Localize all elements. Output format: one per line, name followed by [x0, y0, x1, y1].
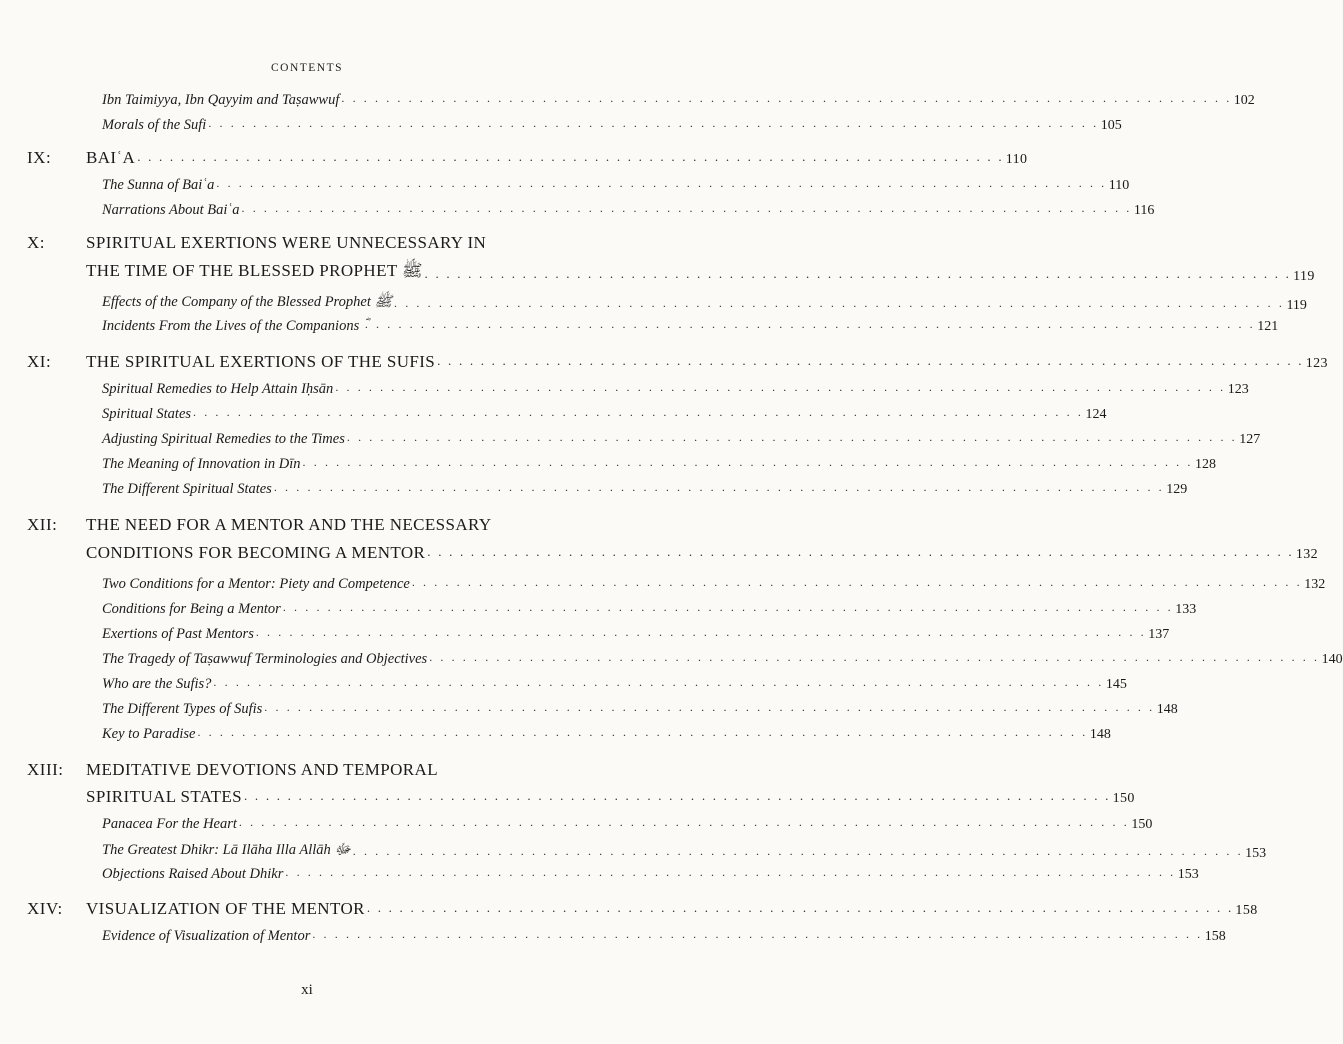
toc-chapter-continued	[86, 543, 1319, 563]
toc-entry-title: Morals of the Sufi	[102, 117, 207, 133]
toc-page-number: 148	[1089, 727, 1111, 742]
toc-subentry	[102, 293, 1307, 314]
dot-leader: . . . . . . . . . . . . . . . . . . . . . . . . . . . . . . . . . . . . . . . . . . . . . . . . . . . . . . . . . . . . . . . . . . . . . . . . . . . . . . . .	[238, 815, 1130, 829]
dot-leader: . . . . . . . . . . . . . . . . . . . . . . . . . . . . . . . . . . . . . . . . . . . . . . . . . . . . . . . . . . . . . . . . . . . . . . . . . . . . . . . .	[335, 380, 1226, 394]
toc-chapter-continued	[86, 260, 1315, 285]
toc-entry-title: Effects of the Company of the Blessed Prophet ﷺ	[102, 294, 393, 310]
dot-leader: . . . . . . . . . . . . . . . . . . . . . . . . . . . . . . . . . . . . . . . . . . . . . . . . . . . . . . . . . . . . . . . . . . . . . . . . . . . . . . . .	[216, 176, 1107, 190]
dot-leader: . . . . . . . . . . . . . . . . . . . . . . . . . . . . . . . . . . . . . . . . . . . . . . . . . . . . . . . . . . . . . . . . . . . . . . . . . . . . . . . .	[208, 116, 1099, 130]
dot-leader: . . . . . . . . . . . . . . . . . . . . . . . . . . . . . . . . . . . . . . . . . . . . . . . . . . . . . . . . . . . . . . . . . . . . . . . . . . . . . . . .	[437, 353, 1304, 368]
toc-subentry	[102, 650, 1343, 668]
dot-leader: . . . . . . . . . . . . . . . . . . . . . . . . . . . . . . . . . . . . . . . . . . . . . . . . . . . . . . . . . . . . . . . . . . . . . . . . . . . . . . . .	[429, 650, 1320, 664]
toc-page-number: 150	[1112, 791, 1135, 806]
toc-entry-title: Key to Paradise	[102, 726, 196, 742]
toc-entry-title: Exertions of Past Mentors	[102, 626, 254, 642]
toc-entry-title: SPIRITUAL STATES	[86, 787, 243, 806]
toc-page-number: 102	[1233, 93, 1255, 108]
chapter-number: X:	[27, 233, 45, 252]
toc-page-number: 127	[1239, 432, 1261, 447]
chapter-number: IX:	[27, 148, 52, 167]
toc-subentry	[102, 430, 1261, 448]
toc-page-number: 123	[1305, 356, 1328, 371]
toc-subentry	[102, 725, 1111, 743]
dot-leader: . . . . . . . . . . . . . . . . . . . . . . . . . . . . . . . . . . . . . . . . . . . . . . . . . . . . . . . . . . . . . . . . . . . . . . . . . . . . . . . .	[197, 725, 1088, 739]
toc-page-number: 153	[1245, 846, 1267, 861]
toc-chapter	[27, 760, 556, 780]
toc-subentry	[102, 575, 1326, 593]
toc-subentry	[102, 380, 1249, 398]
page-number-footer: xi	[301, 982, 313, 998]
dot-leader: . . . . . . . . . . . . . . . . . . . . . . . . . . . . . . . . . . . . . . . . . . . . . . . . . . . . . . . . . . . . . . . . . . . . . . . . . . . . . . . .	[312, 927, 1203, 941]
toc-entry-title: Narrations About Baiʿa	[102, 202, 240, 218]
chapter-number: XIII:	[27, 760, 64, 779]
toc-page-number: 110	[1108, 178, 1130, 193]
chapter-number: XI:	[27, 352, 52, 371]
toc-page-number: 119	[1286, 298, 1307, 313]
toc-subentry	[102, 176, 1130, 194]
toc-page-number: 132	[1304, 577, 1326, 592]
toc-entry-title: VISUALIZATION OF THE MENTOR	[86, 899, 365, 918]
dot-leader: . . . . . . . . . . . . . . . . . . . . . . . . . . . . . . . . . . . . . . . . . . . . . . . . . . . . . . . . . . . . . . . . . . . . . . . . . . . . . . . .	[264, 700, 1155, 714]
toc-subentry	[102, 927, 1226, 945]
toc-page-number: 140	[1321, 652, 1343, 667]
toc-entry-title: The Different Spiritual States	[102, 481, 272, 497]
dot-leader: . . . . . . . . . . . . . . . . . . . . . . . . . . . . . . . . . . . . . . . . . . . . . . . . . . . . . . . . . . . . . . . . . . . . . . . . . . . . . . . .	[427, 544, 1294, 559]
dot-leader: . . . . . . . . . . . . . . . . . . . . . . . . . . . . . . . . . . . . . . . . . . . . . . . . . . . . . . . . . . . . . . . . . . . . . . . . . . . . . . . .	[341, 91, 1232, 105]
dot-leader: . . . . . . . . . . . . . . . . . . . . . . . . . . . . . . . . . . . . . . . . . . . . . . . . . . . . . . . . . . . . . . . . . . . . . . . . . . . . . . . .	[364, 317, 1256, 331]
dot-leader: . . . . . . . . . . . . . . . . . . . . . . . . . . . . . . . . . . . . . . . . . . . . . . . . . . . . . . . . . . . . . . . . . . . . . . . . . . . . . . . .	[424, 266, 1292, 281]
toc-subentry	[102, 865, 1199, 883]
toc-page-number: 105	[1100, 118, 1122, 133]
toc-page-number: 133	[1175, 602, 1197, 617]
toc-subentry	[102, 405, 1107, 423]
toc-subentry	[102, 116, 1122, 134]
toc-entry-title: Evidence of Visualization of Mentor	[102, 928, 311, 944]
toc-entry-title: The Tragedy of Taṣawwuf Terminologies and Objectives	[102, 651, 428, 667]
dot-leader: . . . . . . . . . . . . . . . . . . . . . . . . . . . . . . . . . . . . . . . . . . . . . . . . . . . . . . . . . . . . . . . . . . . . . . . . . . . . . . . .	[255, 625, 1147, 639]
toc-entry-title: BAIʿA	[86, 148, 136, 167]
toc-page-number: 110	[1005, 152, 1028, 167]
toc-chapter-continued	[86, 787, 1135, 807]
dot-leader: . . . . . . . . . . . . . . . . . . . . . . . . . . . . . . . . . . . . . . . . . . . . . . . . . . . . . . . . . . . . . . . . . . . . . . . . . . . . . . . .	[273, 480, 1165, 494]
toc-entry-title: Conditions for Being a Mentor	[102, 601, 281, 617]
dot-leader: . . . . . . . . . . . . . . . . . . . . . . . . . . . . . . . . . . . . . . . . . . . . . . . . . . . . . . . . . . . . . . . . . . . . . . . . . . . . . . . .	[394, 296, 1285, 310]
toc-page-number: 158	[1204, 929, 1226, 944]
toc-subentry	[102, 625, 1170, 643]
dot-leader: . . . . . . . . . . . . . . . . . . . . . . . . . . . . . . . . . . . . . . . . . . . . . . . . . . . . . . . . . . . . . . . . . . . . . . . . . . . . . . . .	[366, 900, 1234, 915]
chapter-number: XIV:	[27, 899, 63, 918]
dot-leader: . . . . . . . . . . . . . . . . . . . . . . . . . . . . . . . . . . . . . . . . . . . . . . . . . . . . . . . . . . . . . . . . . . . . . . . . . . . . . . . .	[302, 455, 1193, 469]
dot-leader: . . . . . . . . . . . . . . . . . . . . . . . . . . . . . . . . . . . . . . . . . . . . . . . . . . . . . . . . . . . . . . . . . . . . . . . . . . . . . . . .	[411, 575, 1303, 589]
toc-page-number: 137	[1148, 627, 1170, 642]
toc-subentry	[102, 455, 1216, 473]
toc-chapter	[27, 352, 1328, 372]
toc-subentry	[102, 317, 1279, 335]
toc-chapter	[27, 515, 556, 535]
toc-entry-title: Incidents From the Lives of the Companions ؓ	[102, 318, 363, 334]
toc-entry-title: Who are the Sufis?	[102, 676, 212, 692]
toc-entry-title: SPIRITUAL EXERTIONS WERE UNNECESSARY IN	[86, 233, 487, 252]
toc-page-number: 150	[1131, 817, 1153, 832]
toc-entry-title: The Greatest Dhikr: Lā Ilāha Illa Allāh ﷻ	[102, 842, 351, 858]
toc-page-number: 124	[1085, 407, 1107, 422]
toc-entry-title: Panacea For the Heart	[102, 816, 237, 832]
toc-subentry	[102, 675, 1127, 693]
toc-page-number: 121	[1257, 319, 1279, 334]
toc-chapter	[27, 899, 1258, 919]
toc-entry-title: Objections Raised About Dhikr	[102, 866, 284, 882]
toc-page-number: 132	[1295, 547, 1319, 562]
toc-entry-title: MEDITATIVE DEVOTIONS AND TEMPORAL	[86, 760, 438, 779]
dot-leader: . . . . . . . . . . . . . . . . . . . . . . . . . . . . . . . . . . . . . . . . . . . . . . . . . . . . . . . . . . . . . . . . . . . . . . . . . . . . . . . .	[285, 865, 1176, 879]
toc-page-number: 128	[1194, 457, 1216, 472]
toc-entry-title: CONDITIONS FOR BECOMING A MENTOR	[86, 543, 426, 562]
toc-page-number: 116	[1133, 203, 1155, 218]
toc-chapter	[27, 148, 1028, 168]
toc-chapter	[27, 233, 556, 253]
toc-entry-title: THE SPIRITUAL EXERTIONS OF THE SUFIS	[86, 352, 436, 371]
toc-entry-title: Two Conditions for a Mentor: Piety and Competence	[102, 576, 410, 592]
toc-entry-title: Ibn Taimiyya, Ibn Qayyim and Taṣawwuf	[102, 92, 340, 108]
dot-leader: . . . . . . . . . . . . . . . . . . . . . . . . . . . . . . . . . . . . . . . . . . . . . . . . . . . . . . . . . . . . . . . . . . . . . . . . . . . . . . . .	[346, 430, 1238, 444]
toc-subentry	[102, 700, 1178, 718]
toc-subentry	[102, 815, 1153, 833]
toc-page-number: 145	[1105, 677, 1127, 692]
toc-page-number: 148	[1156, 702, 1178, 717]
toc-subentry	[102, 201, 1155, 219]
toc-subentry	[102, 91, 1255, 109]
page-header: CONTENTS	[270, 62, 344, 74]
toc-entry-title: The Different Types of Sufis	[102, 701, 263, 717]
dot-leader: . . . . . . . . . . . . . . . . . . . . . . . . . . . . . . . . . . . . . . . . . . . . . . . . . . . . . . . . . . . . . . . . . . . . . . . . . . . . . . . .	[213, 675, 1104, 689]
toc-subentry	[102, 600, 1197, 618]
toc-entry-title: The Sunna of Baiʿa	[102, 177, 215, 193]
toc-subentry	[102, 480, 1188, 498]
dot-leader: . . . . . . . . . . . . . . . . . . . . . . . . . . . . . . . . . . . . . . . . . . . . . . . . . . . . . . . . . . . . . . . . . . . . . . . . . . . . . . . .	[282, 600, 1174, 614]
dot-leader: . . . . . . . . . . . . . . . . . . . . . . . . . . . . . . . . . . . . . . . . . . . . . . . . . . . . . . . . . . . . . . . . . . . . . . . . . . . . . . . .	[137, 149, 1004, 164]
toc-page-number: 153	[1177, 867, 1199, 882]
dot-leader: . . . . . . . . . . . . . . . . . . . . . . . . . . . . . . . . . . . . . . . . . . . . . . . . . . . . . . . . . . . . . . . . . . . . . . . . . . . . . . . .	[241, 201, 1132, 215]
toc-entry-title: Adjusting Spiritual Remedies to the Times	[102, 431, 345, 447]
toc-page-number: 158	[1235, 903, 1258, 918]
dot-leader: . . . . . . . . . . . . . . . . . . . . . . . . . . . . . . . . . . . . . . . . . . . . . . . . . . . . . . . . . . . . . . . . . . . . . . . . . . . . . . . .	[193, 405, 1084, 419]
toc-page-number: 123	[1227, 382, 1249, 397]
dot-leader: . . . . . . . . . . . . . . . . . . . . . . . . . . . . . . . . . . . . . . . . . . . . . . . . . . . . . . . . . . . . . . . . . . . . . . . . . . . . . . . .	[352, 844, 1244, 858]
toc-entry-title: THE NEED FOR A MENTOR AND THE NECESSARY	[86, 515, 492, 534]
dot-leader: . . . . . . . . . . . . . . . . . . . . . . . . . . . . . . . . . . . . . . . . . . . . . . . . . . . . . . . . . . . . . . . . . . . . . . . . . . . . . . . .	[244, 788, 1111, 803]
toc-subentry	[102, 841, 1267, 862]
toc-entry-title: The Meaning of Innovation in Dīn	[102, 456, 301, 472]
toc-entry-title: THE TIME OF THE BLESSED PROPHET ﷺ	[86, 261, 423, 280]
toc-entry-title: Spiritual States	[102, 406, 192, 422]
toc-entry-title: Spiritual Remedies to Help Attain Iḥsān	[102, 381, 334, 397]
chapter-number: XII:	[27, 515, 58, 534]
toc-page-number: 119	[1293, 269, 1315, 284]
toc-page-number: 129	[1166, 482, 1188, 497]
